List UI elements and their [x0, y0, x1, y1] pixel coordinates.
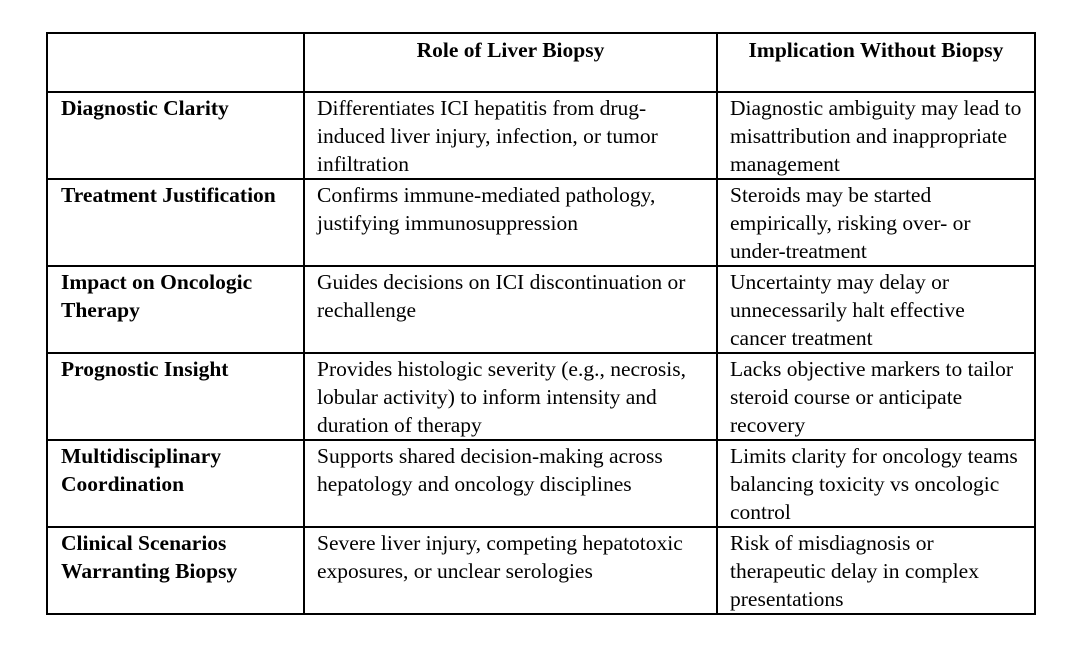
table-row [47, 527, 1035, 614]
liver-biopsy-table [46, 32, 1036, 615]
implication-cell: Steroids may be started empirically, risking over- or under-treatment [717, 179, 1035, 266]
header-role-of-liver-biopsy: Role of Liver Biopsy [304, 33, 717, 92]
table-row [47, 266, 1035, 353]
header-row [47, 33, 1035, 92]
implication-cell: Risk of misdiagnosis or therapeutic delay in complex presentations [717, 527, 1035, 614]
header-implication-without-biopsy: Implication Without Biopsy [717, 33, 1035, 92]
row-label-diagnostic-clarity: Diagnostic Clarity [47, 92, 304, 179]
role-cell: Severe liver injury, competing hepatotoxic exposures, or unclear serologies [304, 527, 717, 614]
table-row [47, 179, 1035, 266]
table-row [47, 92, 1035, 179]
row-label-treatment-justification: Treatment Justification [47, 179, 304, 266]
row-label-multidisciplinary-coordination: Multidisciplinary Coordination [47, 440, 304, 527]
implication-cell: Diagnostic ambiguity may lead to misattribution and inappropriate management [717, 92, 1035, 179]
role-cell: Guides decisions on ICI discontinuation or rechallenge [304, 266, 717, 353]
row-label-impact-on-oncologic-therapy: Impact on Oncologic Therapy [47, 266, 304, 353]
role-cell: Supports shared decision-making across hepatology and oncology disciplines [304, 440, 717, 527]
row-label-prognostic-insight: Prognostic Insight [47, 353, 304, 440]
implication-cell: Uncertainty may delay or unnecessarily halt effective cancer treatment [717, 266, 1035, 353]
role-cell: Confirms immune-mediated pathology, justifying immunosuppression [304, 179, 717, 266]
role-cell: Provides histologic severity (e.g., necrosis, lobular activity) to inform intensity and duration of therapy [304, 353, 717, 440]
implication-cell: Limits clarity for oncology teams balancing toxicity vs oncologic control [717, 440, 1035, 527]
role-cell: Differentiates ICI hepatitis from drug-induced liver injury, infection, or tumor infiltration [304, 92, 717, 179]
header-empty-cell [47, 33, 304, 92]
table-row [47, 353, 1035, 440]
table-row [47, 440, 1035, 527]
row-label-clinical-scenarios-warranting-biopsy: Clinical Scenarios Warranting Biopsy [47, 527, 304, 614]
implication-cell: Lacks objective markers to tailor steroid course or anticipate recovery [717, 353, 1035, 440]
